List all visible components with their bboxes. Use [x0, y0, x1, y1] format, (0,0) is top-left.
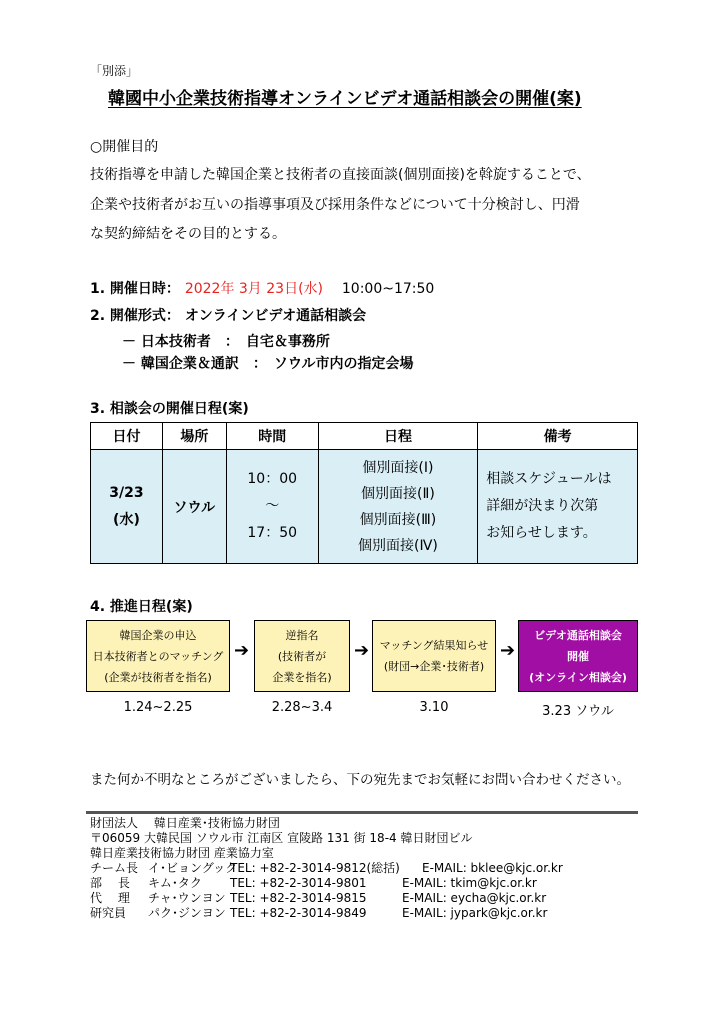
schedule-item: 個別面接(Ⅱ)	[361, 485, 435, 502]
step-text: 企業を指名)	[272, 670, 332, 684]
step-box-video-consultation	[518, 620, 638, 692]
arrow-right-icon: ➔	[234, 640, 250, 661]
step-text: マッチング結果知らせ	[379, 639, 489, 652]
schedule-heading: 3. 相談会の開催日程(案)	[90, 401, 249, 417]
person-tel: TEL: +82-2-3014-9812(総括)	[230, 861, 400, 875]
time-start: 10：00	[247, 471, 298, 487]
person-name: イ･ビョングック	[148, 861, 238, 875]
step-text: (財団→企業･技術者)	[383, 660, 485, 673]
table-header-row	[91, 423, 638, 450]
timeline-heading: 4. 推進日程(案)	[90, 599, 193, 615]
format-value: オンラインビデオ通話相談会	[184, 308, 367, 324]
step-box-matching-result	[372, 620, 496, 692]
arrow-right-icon: ➔	[500, 640, 516, 661]
format-label: 2. 開催形式：	[90, 308, 180, 324]
purpose-line: 技術指導を申請した韓国企業と技術者の直接面談(個別面接)を斡旋することで、	[90, 167, 591, 183]
format-sub-korea: － 韓国企業＆通訳 ： ソウル市内の指定会場	[122, 356, 414, 372]
person-role: チーム長	[90, 861, 139, 875]
cell-date	[91, 450, 163, 564]
schedule-table	[90, 422, 638, 564]
document-title: 韓國中小企業技術指導オンラインビデオ通話相談会の開催(案)	[108, 89, 582, 109]
header-time: 時間	[226, 423, 318, 450]
step-text: ビデオ通話相談会	[534, 628, 622, 642]
header-schedule: 日程	[318, 423, 478, 450]
contact-org: 財団法人 韓日産業･技術協力財団	[90, 816, 280, 830]
contact-address: 〒06059 大韓民国 ソウル市 江南区 宣陵路 131 街 18-4 韓日財団ビル	[90, 831, 473, 845]
cell-time	[226, 450, 318, 564]
table-row	[91, 450, 638, 564]
step-text: (企業が技術者を指名)	[104, 670, 212, 684]
step-box-application	[86, 620, 230, 692]
person-tel: TEL: +82-2-3014-9815	[230, 891, 367, 905]
day-number: 3/23	[109, 484, 144, 501]
event-date: 2022年 3月 23日(水)	[184, 281, 323, 297]
step-text: 開催	[567, 649, 589, 663]
step-date: 2.28~3.4	[271, 700, 333, 715]
cell-schedule	[318, 450, 478, 564]
step-text: 韓国企業の申込	[119, 628, 197, 642]
schedule-item: 個別面接(Ⅰ)	[362, 459, 434, 476]
person-name: パク･ジンヨン	[148, 906, 226, 920]
contact-person-row	[90, 906, 547, 920]
schedule-item: 個別面接(Ⅲ)	[359, 511, 437, 528]
contact-person-row	[90, 876, 537, 890]
header-remarks: 備考	[478, 423, 638, 450]
step-date: 3.23 ソウル	[542, 704, 614, 719]
contact-person-row	[90, 861, 563, 875]
cell-remarks	[478, 450, 638, 564]
time-end: 17：50	[247, 525, 298, 541]
event-time: 10:00~17:50	[341, 281, 435, 297]
step-box-reverse-nomination	[254, 620, 350, 692]
arrow-right-icon: ➔	[354, 640, 370, 661]
time-separator: ～	[265, 498, 280, 514]
person-email[interactable]: E-MAIL: tkim@kjc.or.kr	[402, 876, 537, 890]
step-text: (技術者が	[277, 649, 327, 663]
step-date: 3.10	[419, 700, 449, 715]
step-date: 1.24~2.25	[123, 700, 193, 715]
header-place: 場所	[162, 423, 226, 450]
datetime-label: 1. 開催日時：	[90, 281, 180, 297]
purpose-heading: ○開催目的	[90, 139, 159, 155]
purpose-line: な契約締結をその目的とする。	[90, 226, 286, 242]
step-text: (オンライン相談会)	[529, 670, 627, 684]
remark-line: 詳細が決まり次第	[486, 498, 599, 514]
person-role: 研究員	[90, 906, 127, 920]
divider	[86, 811, 638, 814]
step-text: 日本技術者とのマッチング	[92, 649, 224, 663]
purpose-line: 企業や技術者がお互いの指導事項及び採用条件などについて十分検討し、円滑	[90, 197, 580, 213]
section-format	[90, 305, 366, 325]
person-tel: TEL: +82-2-3014-9849	[230, 906, 367, 920]
section-datetime	[90, 278, 434, 298]
remark-line: 相談スケジュールは	[486, 471, 612, 487]
day-weekday: (水)	[113, 511, 140, 528]
person-role: 代 理	[90, 891, 130, 905]
person-role: 部 長	[90, 876, 130, 890]
remark-line: お知らせします。	[486, 525, 597, 541]
person-name: キム･タク	[148, 876, 202, 890]
cell-place: ソウル	[162, 450, 226, 564]
person-tel: TEL: +82-2-3014-9801	[230, 876, 367, 890]
schedule-item: 個別面接(Ⅳ)	[358, 537, 438, 554]
closing-text: また何か不明なところがございましたら、下の宛先までお気軽にお問い合わせください。	[90, 772, 630, 788]
person-email[interactable]: E-MAIL: jypark@kjc.or.kr	[402, 906, 548, 920]
person-email[interactable]: E-MAIL: bklee@kjc.or.kr	[422, 861, 563, 875]
attachment-label: 「別添」	[90, 64, 139, 78]
format-sub-japan: － 日本技術者 ： 自宅＆事務所	[122, 334, 330, 350]
step-text: 逆指名	[285, 628, 319, 642]
person-email[interactable]: E-MAIL: eycha@kjc.or.kr	[402, 891, 547, 905]
contact-dept: 韓日産業技術協力財団 産業協力室	[90, 846, 274, 860]
header-date: 日付	[91, 423, 163, 450]
person-name: チャ･ウンヨン	[148, 891, 226, 905]
contact-person-row	[90, 891, 546, 905]
